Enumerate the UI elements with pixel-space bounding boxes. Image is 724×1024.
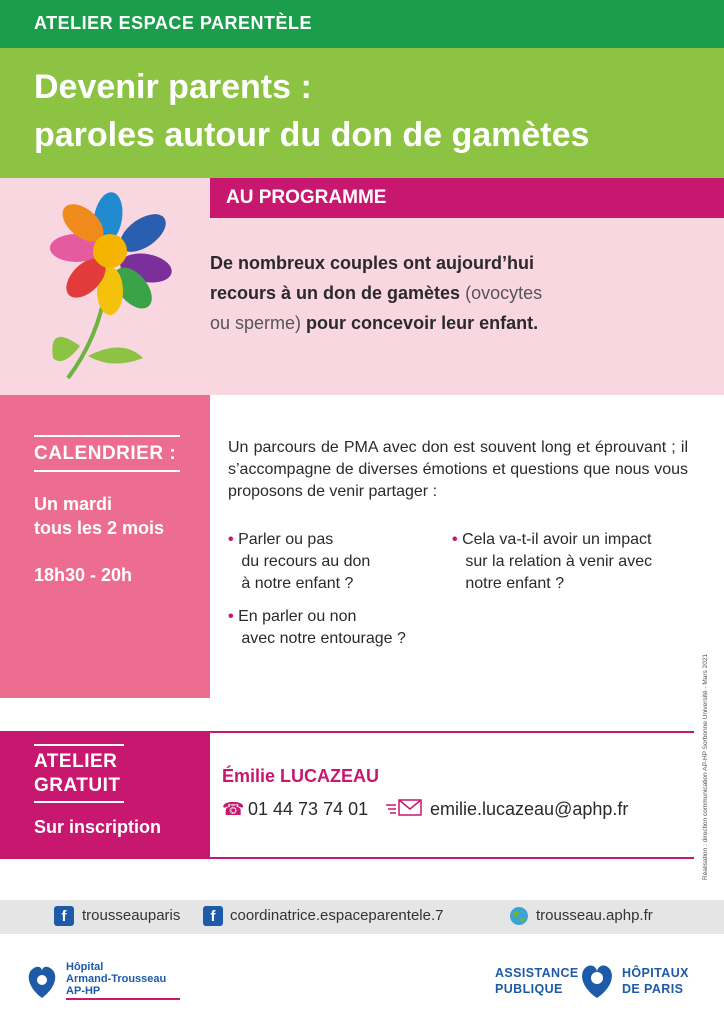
bullet-item (452, 529, 652, 595)
calendar-heading: CALENDRIER : (34, 435, 180, 472)
title-line-1: Devenir parents : (34, 68, 312, 106)
bullet-dot: • (228, 531, 234, 548)
hopital-line-1: Hôpital (66, 961, 104, 973)
intro-paragraph: Un parcours de PMA avec don est souvent long et éprouvant ; il s’accompagne de diverses émotions et questions que nous vous proposons de venir partager : (228, 439, 688, 500)
programme-line-2-bold: recours à un don de gamètes (210, 283, 461, 303)
contact-phone[interactable]: 01 44 73 74 01 (248, 799, 369, 819)
bullet-2-line-3: notre enfant ? (465, 575, 565, 592)
bullet-dot: • (228, 608, 234, 625)
mail-icon (386, 798, 424, 818)
bullet-dot: • (452, 531, 458, 548)
atelier-line-1: ATELIER (34, 751, 118, 772)
programme-heading: AU PROGRAMME (226, 187, 387, 208)
aphp-text-d: DE PARIS (622, 982, 684, 996)
aphp-text-a: ASSISTANCE (495, 966, 579, 980)
programme-line-3-bold: pour concevoir leur enfant. (301, 313, 539, 333)
globe-icon (508, 905, 530, 927)
kicker: ATELIER ESPACE PARENTÈLE (34, 13, 313, 33)
calendar-when-1: Un mardi (34, 494, 113, 514)
aphp-heart-logo (577, 960, 617, 1000)
divider (66, 998, 180, 1000)
bullet-3-line-2: avec notre entourage ? (241, 630, 406, 647)
bullet-2-line-2: sur la relation à venir avec (465, 553, 653, 570)
programme-line-1: De nombreux couples ont aujourd’hui (210, 253, 535, 273)
programme-text (210, 248, 630, 338)
website-link[interactable]: trousseau.aphp.fr (536, 907, 653, 924)
facebook-link-2[interactable]: coordinatrice.espaceparentele.7 (230, 907, 444, 924)
title-line-2: paroles autour du don de gamètes (34, 116, 590, 154)
facebook-icon: f (203, 906, 223, 926)
flower-illustration (28, 188, 178, 388)
credit-text: Réalisation : direction communication AP-HP Sorbonne Université - Mars 2021 (702, 653, 709, 880)
top-banner (0, 0, 724, 48)
aphp-text-b: PUBLIQUE (495, 982, 563, 996)
bullet-1-line-3: à notre enfant ? (241, 575, 354, 592)
programme-line-2-light: (ovocytes (460, 283, 543, 303)
atelier-line-2: GRATUIT (34, 775, 121, 796)
programme-line-3-light: ou sperme) (210, 313, 302, 333)
programme-heading-bar (210, 178, 724, 218)
divider (210, 731, 694, 733)
bullet-item (228, 606, 406, 650)
facebook-icon: f (54, 906, 74, 926)
hopital-name (66, 961, 166, 997)
contact-name: Émilie LUCAZEAU (222, 766, 380, 786)
bullet-1-line-2: du recours au don (241, 553, 371, 570)
facebook-link-1[interactable]: trousseauparis (82, 907, 181, 924)
bullet-1-line-1: Parler ou pas (238, 531, 334, 548)
hopital-line-3: AP-HP (66, 985, 101, 997)
divider (210, 857, 694, 859)
phone-icon: ☎ (222, 799, 245, 819)
aphp-text-c: HÔPITAUX (622, 966, 689, 980)
title-banner (0, 48, 724, 178)
atelier-heading (34, 744, 124, 803)
bullet-item (228, 529, 370, 595)
atelier-subtitle: Sur inscription (34, 817, 162, 837)
calendar-time: 18h30 - 20h (34, 565, 133, 585)
bullet-2-line-1: Cela va-t-il avoir un impact (462, 531, 652, 548)
hopital-line-2: Armand-Trousseau (66, 973, 167, 985)
calendar-when-2: tous les 2 mois (34, 518, 165, 538)
bullet-3-line-1: En parler ou non (238, 608, 357, 625)
contact-email[interactable]: emilie.lucazeau@aphp.fr (430, 799, 629, 819)
